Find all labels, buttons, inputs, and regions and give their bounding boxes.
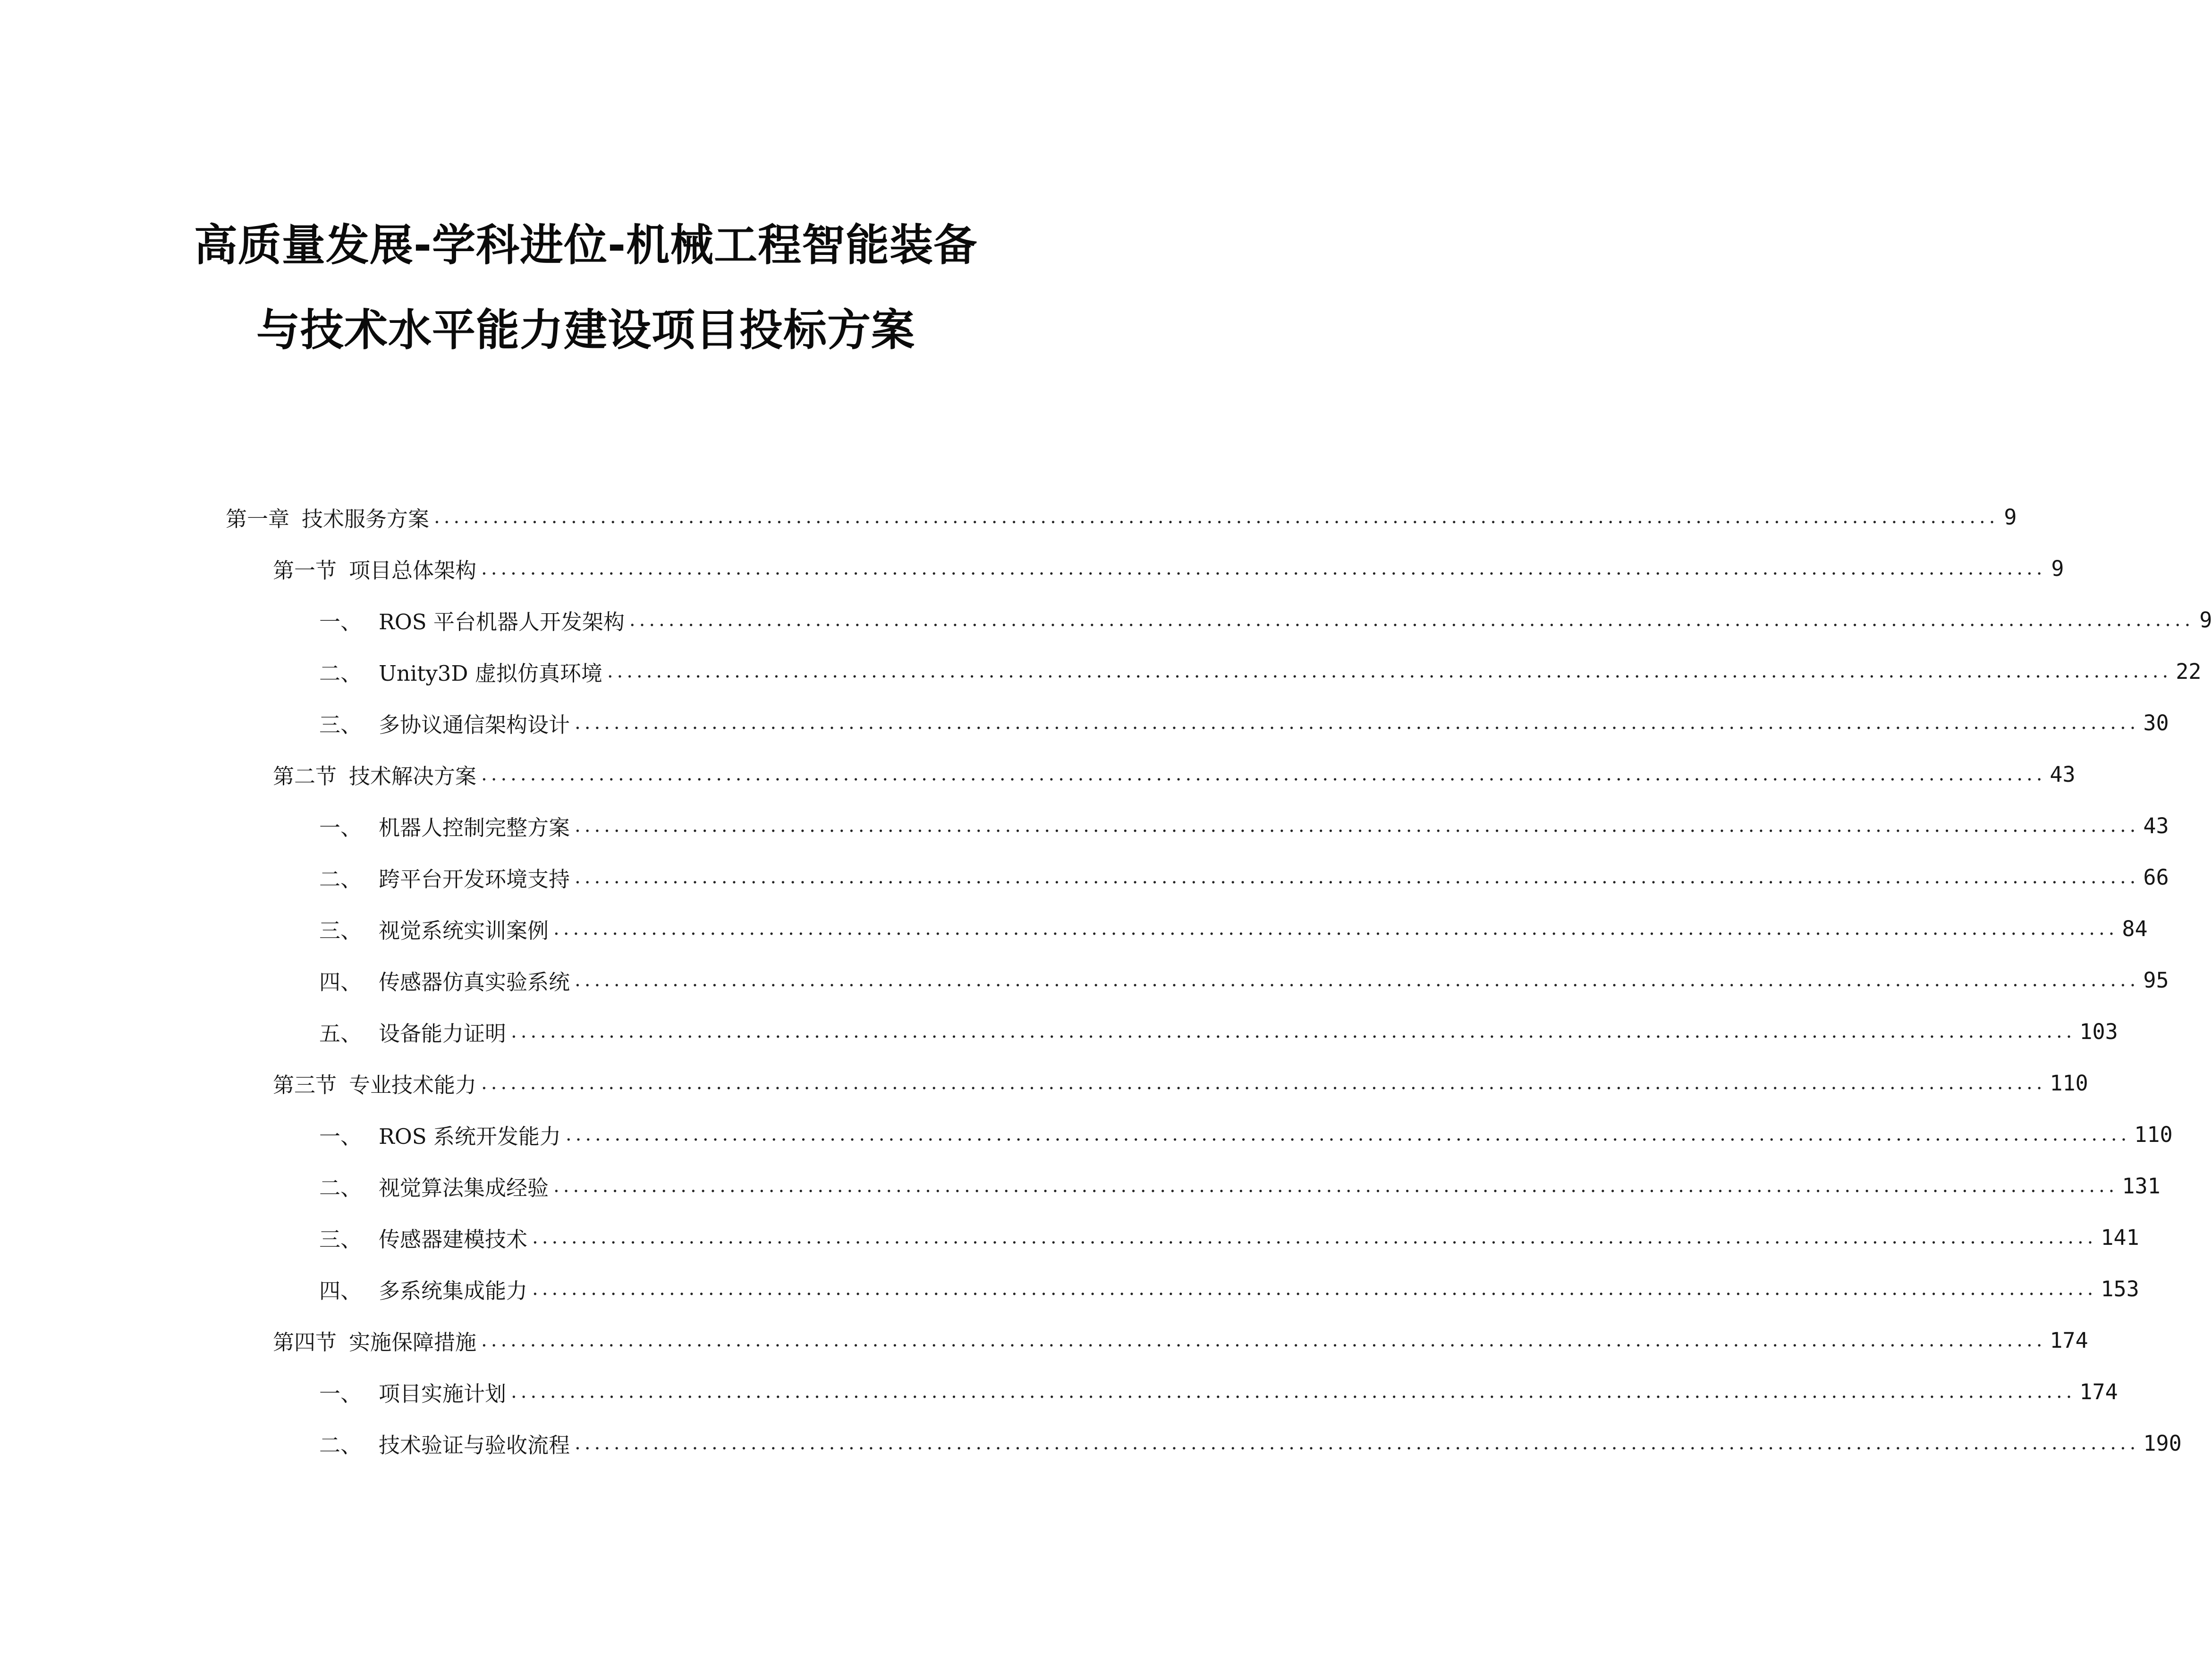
toc-number: 三、 [319, 1226, 362, 1252]
toc-label: 专业技术能力 [349, 1072, 477, 1098]
toc-number: 二、 [319, 660, 362, 686]
toc-item[interactable] [319, 1221, 2139, 1254]
toc-label: 技术验证与验收流程 [379, 1432, 570, 1458]
toc-page-number: 174 [2079, 1379, 2118, 1404]
toc-page-number: 131 [2122, 1173, 2161, 1199]
title-line-1: 高质量发展-学科进位-机械工程智能装备 [194, 220, 978, 270]
toc-label: 多协议通信架构设计 [379, 712, 570, 737]
toc-chapter-1[interactable] [226, 500, 2017, 533]
toc-leader-dots: ................................................................................................................................................................ [575, 1432, 2140, 1454]
toc-leader-dots: ................................................................................................................................................................ [532, 1226, 2097, 1248]
toc-item[interactable] [319, 861, 2169, 894]
toc-page-number: 110 [2050, 1070, 2088, 1096]
toc-page-number: 84 [2122, 916, 2148, 941]
toc-leader-dots: ................................................................................................................................................................ [575, 712, 2140, 734]
toc-number: 四、 [319, 969, 362, 995]
toc-label: 项目实施计划 [379, 1381, 507, 1406]
toc-page-number: 22 [2176, 659, 2202, 684]
toc-number: 二、 [319, 866, 362, 892]
toc-leader-dots: ................................................................................................................................................................ [511, 1021, 2076, 1042]
toc-item[interactable] [319, 1015, 2118, 1048]
toc-label: 实施保障措施 [349, 1329, 477, 1355]
toc-number: 四、 [319, 1278, 362, 1303]
toc-number: 第一节 [273, 558, 337, 583]
toc-label: 视觉算法集成经验 [379, 1175, 549, 1200]
toc-label: 技术服务方案 [302, 506, 430, 532]
toc-item[interactable] [319, 963, 2169, 997]
toc-page-number: 43 [2050, 761, 2076, 787]
toc-item[interactable] [319, 809, 2169, 842]
toc-leader-dots: ................................................................................................................................................................ [553, 1175, 2119, 1197]
toc-leader-dots: ................................................................................................................................................................ [575, 815, 2140, 836]
toc-section-3[interactable] [273, 1066, 2088, 1099]
toc-number: 一、 [319, 1124, 362, 1149]
toc-page-number: 190 [2143, 1430, 2182, 1456]
toc-label: 项目总体架构 [349, 558, 477, 583]
toc-page-number: 9 [2199, 607, 2212, 633]
toc-leader-dots: ................................................................................................................................................................ [481, 1329, 2046, 1351]
toc-item[interactable] [319, 1169, 2161, 1202]
toc-number: 一、 [319, 609, 362, 634]
toc-item[interactable] [319, 603, 2212, 636]
toc-page-number: 9 [2051, 556, 2064, 581]
toc-number: 五、 [319, 1021, 362, 1046]
toc-number: 三、 [319, 712, 362, 737]
toc-item[interactable] [319, 1375, 2118, 1408]
toc-leader-dots: ................................................................................................................................................................ [434, 506, 1999, 528]
toc-leader-dots: ................................................................................................................................................................ [481, 763, 2046, 785]
toc-number: 一、 [319, 1381, 362, 1406]
toc-number: 第二节 [273, 763, 337, 789]
toc-section-4[interactable] [273, 1324, 2088, 1357]
toc-leader-dots: ................................................................................................................................................................ [481, 1072, 2046, 1094]
toc-leader-dots: ................................................................................................................................................................ [575, 866, 2140, 888]
toc-label: ROS 平台机器人开发架构 [379, 609, 625, 634]
toc-leader-dots: ................................................................................................................................................................ [511, 1381, 2076, 1403]
toc-section-2[interactable] [273, 758, 2076, 791]
toc-leader-dots: ................................................................................................................................................................ [532, 1278, 2097, 1300]
toc-page-number: 30 [2143, 710, 2169, 735]
toc-leader-dots: ................................................................................................................................................................ [565, 1124, 2131, 1145]
toc-item[interactable] [319, 655, 2202, 688]
toc-leader-dots: ................................................................................................................................................................ [481, 558, 2046, 579]
toc-page-number: 66 [2143, 864, 2169, 890]
toc-page-number: 141 [2101, 1225, 2139, 1250]
toc-label: Unity3D 虚拟仿真环境 [379, 660, 602, 686]
toc-label: 设备能力证明 [379, 1021, 507, 1046]
toc-page-number: 110 [2134, 1122, 2173, 1147]
toc-number: 三、 [319, 918, 362, 943]
toc-page-number: 153 [2101, 1276, 2139, 1301]
toc-leader-dots: ................................................................................................................................................................ [553, 918, 2119, 939]
toc-page-number: 43 [2143, 813, 2169, 838]
toc-item[interactable] [319, 1272, 2139, 1305]
toc-page-number: 95 [2143, 967, 2169, 993]
toc-page-number: 9 [2004, 504, 2017, 530]
document-title [0, 222, 1171, 354]
toc-section-1[interactable] [273, 552, 2064, 585]
toc-item[interactable] [319, 1118, 2173, 1151]
toc-label: 多系统集成能力 [379, 1278, 528, 1303]
toc-number: 二、 [319, 1175, 362, 1200]
toc-number: 一、 [319, 815, 362, 840]
toc-item[interactable] [319, 912, 2148, 945]
toc-number: 第一章 [226, 506, 290, 532]
toc-label: 视觉系统实训案例 [379, 918, 549, 943]
toc-leader-dots: ................................................................................................................................................................ [629, 609, 2195, 631]
toc-label: 传感器建模技术 [379, 1226, 528, 1252]
toc-page-number: 174 [2050, 1327, 2088, 1353]
toc-page-number: 103 [2079, 1019, 2118, 1044]
toc-number: 第三节 [273, 1072, 337, 1098]
toc-item[interactable] [319, 1427, 2182, 1460]
toc-label: 技术解决方案 [349, 763, 477, 789]
toc-item[interactable] [319, 706, 2169, 739]
toc-label: 机器人控制完整方案 [379, 815, 570, 840]
toc-label: 跨平台开发环境支持 [379, 866, 570, 892]
toc-label: ROS 系统开发能力 [379, 1124, 561, 1149]
title-line-2: 与技术水平能力建设项目投标方案 [256, 305, 915, 355]
toc-number: 二、 [319, 1432, 362, 1458]
toc-leader-dots: ................................................................................................................................................................ [575, 969, 2140, 991]
toc-number: 第四节 [273, 1329, 337, 1355]
toc-label: 传感器仿真实验系统 [379, 969, 570, 995]
toc-leader-dots: ................................................................................................................................................................ [607, 660, 2172, 682]
